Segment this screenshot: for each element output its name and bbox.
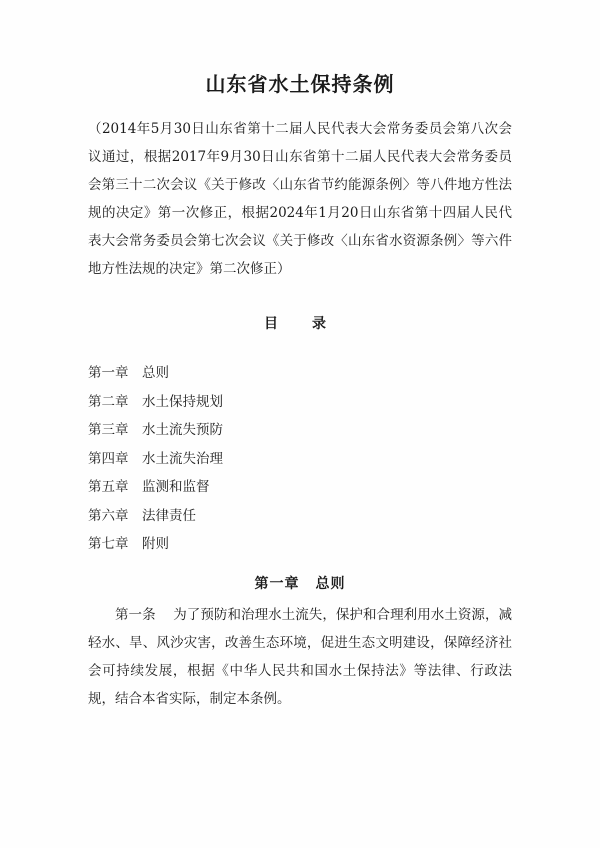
toc-item-label: 附则	[142, 536, 169, 552]
toc-item-number: 第五章	[88, 479, 129, 495]
preamble-paragraph: （2014年5月30日山东省第十二届人民代表大会常务委员会第八次会议通过，根据2017年9月30日山东省第十二届人民代表大会常务委员会第三十二次会议《关于修改〈山东省节约能源条例〉等八件地方性法规的决定》第一次修正，根据2024年1月20日山东省第十四届人民代表大会常务委员会第七次会议《关于修改〈山东省水资源条例〉等六件地方性法规的决定》第二次修正）	[88, 121, 512, 277]
article-paragraph	[88, 601, 512, 713]
list-item	[88, 388, 512, 417]
toc-item-label: 水土保持规划	[142, 393, 223, 410]
list-item	[88, 473, 512, 502]
chapter-heading	[88, 573, 512, 593]
chapter-name: 总则	[315, 575, 346, 592]
toc-item-number: 第二章	[88, 393, 129, 410]
list-item	[88, 416, 512, 445]
toc-item-number: 第六章	[88, 507, 129, 524]
toc-heading: 目 录	[264, 316, 336, 332]
toc-item-label: 水土流失治理	[142, 450, 223, 467]
list-item	[88, 530, 512, 559]
toc-item-label: 监测和监督	[142, 479, 210, 495]
article-label: 第一条	[115, 606, 156, 623]
page-title: 山东省水土保持条例	[205, 72, 395, 96]
list-item	[88, 445, 512, 474]
toc-item-number: 第四章	[88, 450, 129, 467]
toc-item-label: 总则	[142, 365, 169, 381]
toc-item-label: 水土流失预防	[142, 422, 223, 438]
list-item	[88, 359, 512, 388]
toc-list	[88, 359, 512, 559]
toc-item-label: 法律责任	[142, 507, 196, 524]
toc-item-number: 第三章	[88, 422, 129, 438]
toc-item-number: 第七章	[88, 536, 129, 552]
chapter-number: 第一章	[254, 575, 300, 592]
list-item	[88, 502, 512, 531]
article-text: 为了预防和治理水土流失，保护和合理利用水土资源，减轻水、旱、风沙灾害，改善生态环境，促进生态文明建设，保障经济社会可持续发展，根据《中华人民共和国水土保持法》等法律、行政法规，结合本省实际，制定本条例。	[88, 606, 512, 707]
toc-item-number: 第一章	[88, 365, 129, 381]
